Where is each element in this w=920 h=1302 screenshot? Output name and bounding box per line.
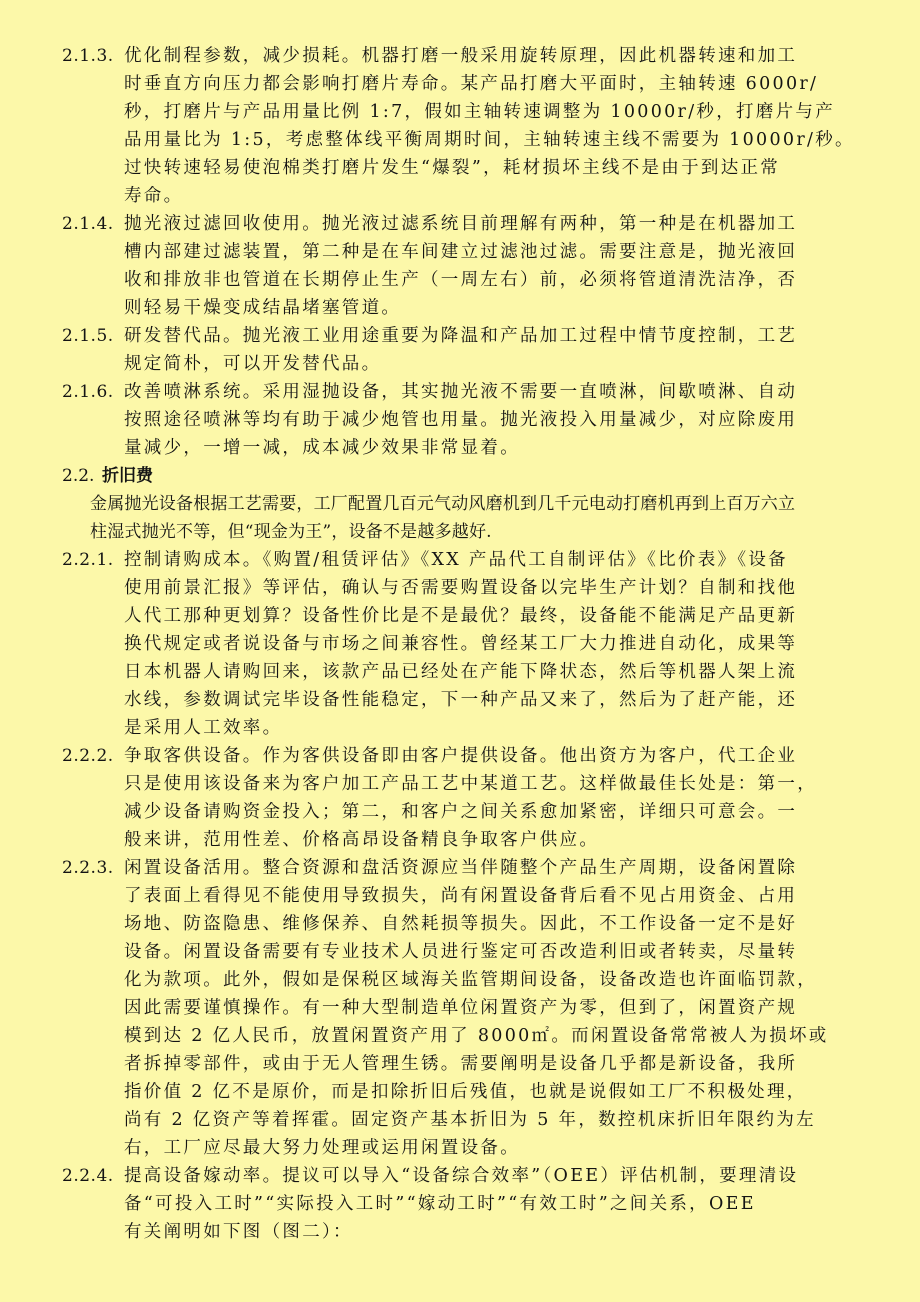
item-number: 2.1.6. xyxy=(62,382,114,402)
section-number: 2.2. xyxy=(62,466,95,486)
text-line: 有关阐明如下图（图二）： xyxy=(124,1222,353,1242)
item-text xyxy=(124,546,864,742)
text-line: 槽内部建过滤装置，第二种是在车间建立过滤池过滤。需要注意是，抛光液回 xyxy=(124,242,798,262)
item-number: 2.1.5. xyxy=(62,326,114,346)
text-line: 场地、防盗隐患、维修保养、自然耗损等损失。因此，不工作设备一定不是好 xyxy=(124,914,798,934)
text-line: 日本机器人请购回来，该款产品已经处在产能下降状态，然后等机器人架上流 xyxy=(124,662,798,682)
text-line: 了表面上看得见不能使用导致损失，尚有闲置设备背后看不见占用资金、占用 xyxy=(124,886,798,906)
item-text xyxy=(124,1162,864,1246)
text-line: 指价值 2 亿不是原价，而是扣除折旧后残值，也就是说假如工厂不积极处理， xyxy=(124,1082,807,1102)
text-line: 争取客供设备。作为客供设备即由客户提供设备。他出资方为客户，代工企业 xyxy=(124,746,798,766)
text-line: 设备。闲置设备需要有专业技术人员进行鉴定可否改造利旧或者转卖，尽量转 xyxy=(124,942,798,962)
text-line: 研发替代品。抛光液工业用途重要为降温和产品加工过程中情节度控制，工艺 xyxy=(124,326,798,346)
text-line: 闲置设备活用。整合资源和盘活资源应当伴随整个产品生产周期，设备闲置除 xyxy=(124,858,798,878)
text-line: 量减少，一增一减，成本减少效果非常显着。 xyxy=(124,438,520,458)
item-text xyxy=(124,210,864,322)
text-line: 控制请购成本。《购置/租赁评估》《XX 产品代工自制评估》《比价表》《设备 xyxy=(124,550,788,570)
text-line: 寿命。 xyxy=(124,186,184,206)
item-number: 2.1.4. xyxy=(62,214,114,234)
item-text xyxy=(124,742,864,854)
text-line: 人代工那种更划算？设备性价比是不是最优？最终，设备能不能满足产品更新 xyxy=(124,606,798,626)
text-line: 换代规定或者说设备与市场之间兼容性。曾经某工厂大力推进自动化，成果等 xyxy=(124,634,798,654)
text-line: 金属抛光设备根据工艺需要，工厂配置几百元气动风磨机到几千元电动打磨机再到上百万六立 xyxy=(90,494,796,514)
text-line: 者拆掉零部件，或由于无人管理生锈。需要阐明是设备几乎都是新设备，我所 xyxy=(124,1054,798,1074)
text-line: 则轻易干燥变成结晶堵塞管道。 xyxy=(124,298,402,318)
text-line: 是采用人工效率。 xyxy=(124,718,283,738)
section-title: 折旧费 xyxy=(102,466,153,486)
text-line: 品用量比为 1:5，考虑整体线平衡周期时间，主轴转速主线不需要为 10000r/秒。 xyxy=(124,130,855,150)
text-line: 尚有 2 亿资产等着挥霍。固定资产基本折旧为 5 年，数控机床折旧年限约为左 xyxy=(124,1110,816,1130)
item-number: 2.2.1. xyxy=(62,550,114,570)
text-line: 化为款项。此外，假如是保税区域海关监管期间设备，设备改造也许面临罚款， xyxy=(124,970,817,990)
text-line: 按照途径喷淋等均有助于减少炮管也用量。抛光液投入用量减少，对应除废用 xyxy=(124,410,798,430)
item-text xyxy=(124,854,864,1162)
text-line: 般来讲，范用性差、价格高昂设备精良争取客户供应。 xyxy=(124,830,600,850)
text-line: 备“可投入工时”“实际投入工时”“嫁动工时”“有效工时”之间关系，OEE xyxy=(124,1194,756,1214)
text-line: 时垂直方向压力都会影响打磨片寿命。某产品打磨大平面时，主轴转速 6000r/ xyxy=(124,74,819,94)
text-line: 秒，打磨片与产品用量比例 1:7，假如主轴转速调整为 10000r/秒，打磨片与产 xyxy=(124,102,836,122)
text-line: 模到达 2 亿人民币，放置闲置资产用了 8000㎡。而闲置设备常常被人为损坏或 xyxy=(124,1026,829,1046)
text-line: 右，工厂应尽最大努力处理或运用闲置设备。 xyxy=(124,1138,520,1158)
item-text xyxy=(124,322,864,378)
text-line: 优化制程参数，减少损耗。机器打磨一般采用旋转原理，因此机器转速和加工 xyxy=(124,46,798,66)
text-line: 只是使用该设备来为客户加工产品工艺中某道工艺。这样做最佳长处是：第一， xyxy=(124,774,817,794)
text-line: 改善喷淋系统。采用湿抛设备，其实抛光液不需要一直喷淋，间歇喷淋、自动 xyxy=(124,382,798,402)
section-intro xyxy=(90,490,870,546)
item-number: 2.2.2. xyxy=(62,746,114,766)
text-line: 柱湿式抛光不等，但“现金为王”，设备不是越多越好. xyxy=(90,522,492,542)
text-line: 收和排放非也管道在长期停止生产（一周左右）前，必须将管道清洗洁净，否 xyxy=(124,270,798,290)
item-number: 2.2.4. xyxy=(62,1166,114,1186)
item-number: 2.1.3. xyxy=(62,46,114,66)
text-line: 减少设备请购资金投入；第二，和客户之间关系愈加紧密，详细只可意会。一 xyxy=(124,802,798,822)
item-text xyxy=(124,378,864,462)
text-line: 水线，参数调试完毕设备性能稳定，下一种产品又来了，然后为了赶产能，还 xyxy=(124,690,798,710)
text-line: 过快转速轻易使泡棉类打磨片发生“爆裂”，耗材损坏主线不是由于到达正常 xyxy=(124,158,781,178)
item-text xyxy=(124,42,864,210)
text-line: 规定简朴，可以开发替代品。 xyxy=(124,354,382,374)
text-line: 使用前景汇报》等评估，确认与否需要购置设备以完毕生产计划？自制和找他 xyxy=(124,578,798,598)
item-number: 2.2.3. xyxy=(62,858,114,878)
text-line: 提高设备嫁动率。提议可以导入“设备综合效率”（OEE）评估机制，要理清设 xyxy=(124,1166,799,1186)
text-line: 因此需要谨慎操作。有一种大型制造单位闲置资产为零，但到了，闲置资产规 xyxy=(124,998,798,1018)
text-line: 抛光液过滤回收使用。抛光液过滤系统目前理解有两种，第一种是在机器加工 xyxy=(124,214,798,234)
